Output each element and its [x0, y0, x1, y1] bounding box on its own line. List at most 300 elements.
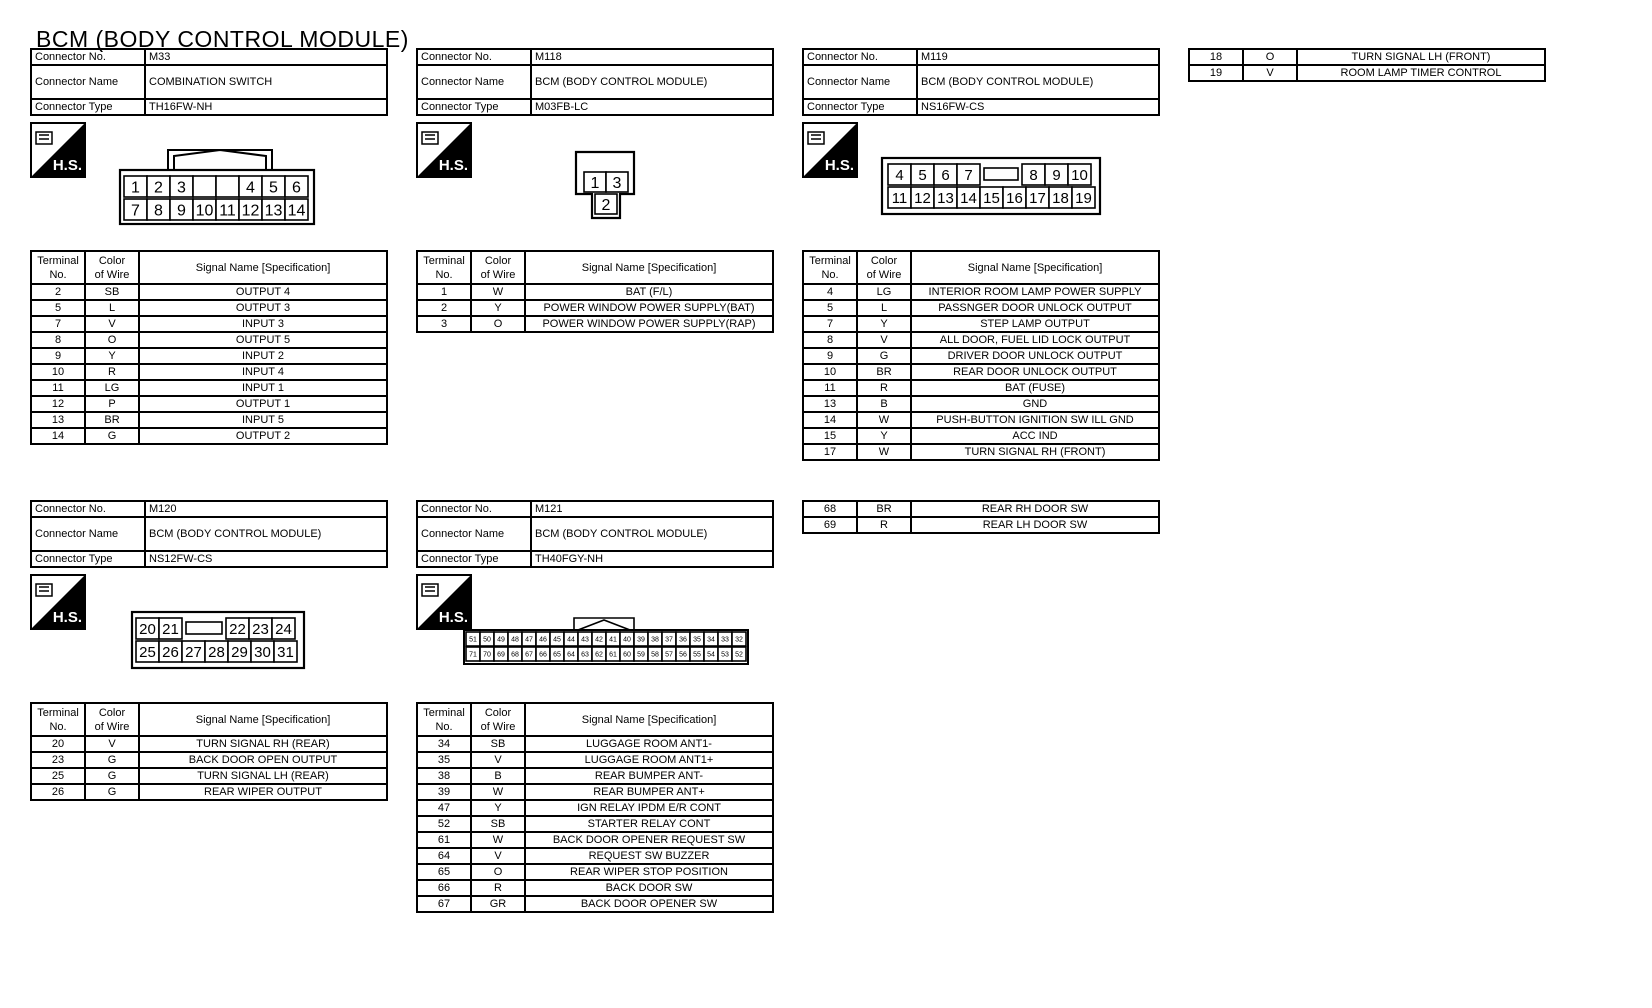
terminal-no-header: [31, 251, 85, 284]
wire-color-cell: GR: [471, 896, 525, 912]
wire-color-cell: V: [471, 752, 525, 768]
terminal-number: 37: [665, 636, 673, 644]
terminal-no-cell: 61: [417, 832, 471, 848]
wire-color-cell: V: [471, 848, 525, 864]
wire-color-cell: W: [857, 412, 911, 428]
terminal-label: Terminal: [809, 254, 851, 267]
terminal-number: 43: [581, 636, 589, 644]
color-label: Color: [484, 706, 512, 719]
signal-name-cell: TURN SIGNAL LH (FRONT): [1297, 49, 1545, 65]
wire-color-cell: SB: [471, 816, 525, 832]
connector-header-m118: [416, 48, 774, 116]
terminal-number: 18: [1052, 189, 1069, 207]
wire-color-cell: Y: [857, 316, 911, 332]
terminal-number: 62: [595, 651, 603, 659]
terminal-number: 61: [609, 651, 617, 659]
signal-name-cell: TURN SIGNAL LH (REAR): [139, 768, 387, 784]
terminal-no-cell: 26: [31, 784, 85, 800]
wire-color-cell: BR: [857, 364, 911, 380]
terminal-number: 29: [231, 643, 248, 661]
signal-name-cell: INPUT 1: [139, 380, 387, 396]
color-label: Color: [870, 254, 898, 267]
signal-name-cell: DRIVER DOOR UNLOCK OUTPUT: [911, 348, 1159, 364]
connector-diagram-m121: [462, 616, 750, 666]
signal-name-header: Signal Name [Specification]: [139, 251, 387, 284]
signal-name-cell: TURN SIGNAL RH (FRONT): [911, 444, 1159, 460]
signal-name-cell: REAR BUMPER ANT+: [525, 784, 773, 800]
terminal-number: 50: [483, 636, 491, 644]
table-row: [417, 752, 773, 768]
connector-type-value: NS16FW-CS: [917, 99, 1159, 115]
connector-diagram-m120: [130, 610, 308, 670]
terminal-number: 68: [511, 651, 519, 659]
signal-name-cell: REAR BUMPER ANT-: [525, 768, 773, 784]
wire-color-cell: G: [857, 348, 911, 364]
terminal-number: 65: [553, 651, 561, 659]
signal-name-cell: PUSH-BUTTON IGNITION SW ILL GND: [911, 412, 1159, 428]
connector-no-value: M33: [145, 49, 387, 65]
signal-name-cell: STEP LAMP OUTPUT: [911, 316, 1159, 332]
terminal-number: 17: [1029, 189, 1046, 207]
wire-color-cell: R: [857, 380, 911, 396]
signal-name-cell: INPUT 4: [139, 364, 387, 380]
terminal-no-header: [31, 703, 85, 736]
connector-diagram-m118: [574, 150, 638, 222]
signal-name-cell: TURN SIGNAL RH (REAR): [139, 736, 387, 752]
harness-side-icon: [30, 574, 86, 630]
signal-name-cell: BACK DOOR SW: [525, 880, 773, 896]
terminal-no-header: [803, 251, 857, 284]
connector-type-label: Connector Type: [31, 99, 145, 115]
terminal-number: 63: [581, 651, 589, 659]
terminal-no-cell: 11: [803, 380, 857, 396]
table-row: [417, 300, 773, 316]
signal-name-cell: ACC IND: [911, 428, 1159, 444]
connector-name-label: Connector Name: [31, 65, 145, 99]
terminal-number: 11: [219, 202, 236, 220]
terminal-number: 1: [590, 174, 600, 192]
connector-header-m119: [802, 48, 1160, 116]
connector-no-label: Connector No.: [803, 49, 917, 65]
terminal-no-cell: 39: [417, 784, 471, 800]
hs-label: H.S.: [824, 157, 854, 174]
wire-color-cell: BR: [857, 501, 911, 517]
table-row: [417, 784, 773, 800]
terminal-no-cell: 12: [31, 396, 85, 412]
wire-color-cell: LG: [857, 284, 911, 300]
table-row: [803, 380, 1159, 396]
wire-color-cell: V: [85, 736, 139, 752]
table-row: [417, 832, 773, 848]
table-row: [31, 752, 387, 768]
terminal-cavity: [216, 176, 239, 197]
terminal-number: 34: [707, 636, 715, 644]
table-row: [417, 768, 773, 784]
wire-color-cell: Y: [857, 428, 911, 444]
terminal-no-cell: 18: [1189, 49, 1243, 65]
terminal-number: 36: [679, 636, 687, 644]
of-wire-label: of Wire: [94, 268, 130, 281]
terminal-number: 51: [469, 636, 477, 644]
terminal-number: 2: [601, 196, 611, 214]
connector-type-label: Connector Type: [803, 99, 917, 115]
terminal-number: 44: [567, 636, 575, 644]
terminal-number: 23: [252, 620, 269, 638]
color-label: Color: [98, 706, 126, 719]
terminal-number: 7: [964, 166, 973, 184]
terminal-number: 38: [651, 636, 659, 644]
color-of-wire-header: [85, 251, 139, 284]
table-row: [803, 284, 1159, 300]
wire-color-cell: Y: [85, 348, 139, 364]
connector-diagram-m119: [880, 156, 1104, 216]
terminal-no-cell: 11: [31, 380, 85, 396]
signal-name-header: Signal Name [Specification]: [525, 251, 773, 284]
wire-color-cell: W: [857, 444, 911, 460]
terminal-number: 5: [269, 179, 278, 197]
wire-color-cell: O: [1243, 49, 1297, 65]
of-wire-label: of Wire: [866, 268, 902, 281]
terminal-number: 33: [721, 636, 729, 644]
connector-name-value: COMBINATION SWITCH: [145, 65, 387, 99]
terminal-no-cell: 9: [31, 348, 85, 364]
hs-label: H.S.: [438, 157, 468, 174]
page-title: BCM (BODY CONTROL MODULE): [36, 26, 409, 52]
terminal-number: 24: [275, 620, 292, 638]
terminal-no-cell: 1: [417, 284, 471, 300]
terminal-number: 15: [983, 189, 1000, 207]
terminal-no-cell: 15: [803, 428, 857, 444]
of-wire-label: of Wire: [480, 720, 516, 733]
wire-color-cell: BR: [85, 412, 139, 428]
of-wire-label: of Wire: [480, 268, 516, 281]
wire-color-cell: W: [471, 284, 525, 300]
connector-type-value: TH40FGY-NH: [531, 551, 773, 567]
table-row: [31, 332, 387, 348]
harness-side-icon: [416, 122, 472, 178]
connector-no-label: Connector No.: [417, 49, 531, 65]
terminal-number: 7: [131, 202, 140, 220]
connector-name-label: Connector Name: [417, 517, 531, 551]
signal-name-cell: POWER WINDOW POWER SUPPLY(BAT): [525, 300, 773, 316]
terminal-no-cell: 14: [31, 428, 85, 444]
color-of-wire-header: [85, 703, 139, 736]
wire-color-cell: R: [857, 517, 911, 533]
signal-name-cell: REAR WIPER OUTPUT: [139, 784, 387, 800]
connector-name-value: BCM (BODY CONTROL MODULE): [145, 517, 387, 551]
table-row: [1189, 49, 1545, 65]
wire-color-cell: V: [85, 316, 139, 332]
terminal-no-cell: 3: [417, 316, 471, 332]
terminal-number: 28: [208, 643, 225, 661]
wire-color-cell: Y: [471, 300, 525, 316]
terminal-no-cell: 34: [417, 736, 471, 752]
signal-name-cell: BACK DOOR OPEN OUTPUT: [139, 752, 387, 768]
terminal-number: 52: [735, 651, 743, 659]
terminal-no-cell: 25: [31, 768, 85, 784]
terminal-no-cell: 52: [417, 816, 471, 832]
terminal-number: 14: [287, 202, 306, 220]
table-row: [417, 284, 773, 300]
table-row: [31, 348, 387, 364]
terminal-number: 6: [292, 179, 301, 197]
signal-name-cell: PASSNGER DOOR UNLOCK OUTPUT: [911, 300, 1159, 316]
connector-no-value: M121: [531, 501, 773, 517]
terminal-number: 40: [623, 636, 631, 644]
terminal-number: 47: [525, 636, 533, 644]
terminal-no-cell: 7: [31, 316, 85, 332]
connector-type-value: NS12FW-CS: [145, 551, 387, 567]
wire-color-cell: W: [471, 784, 525, 800]
table-row: [417, 848, 773, 864]
terminal-number: 9: [1052, 166, 1061, 184]
terminal-number: 20: [139, 620, 156, 638]
terminal-number: 27: [185, 643, 202, 661]
terminal-label: Terminal: [37, 706, 79, 719]
hs-label: H.S.: [52, 157, 82, 174]
table-row: [417, 800, 773, 816]
wire-color-cell: W: [471, 832, 525, 848]
table-row: [803, 444, 1159, 460]
connector-no-value: M119: [917, 49, 1159, 65]
wire-color-cell: O: [471, 316, 525, 332]
connector-type-label: Connector Type: [417, 551, 531, 567]
table-row: [803, 348, 1159, 364]
terminal-number: 4: [246, 179, 255, 197]
connector-name-label: Connector Name: [417, 65, 531, 99]
terminal-number: 41: [609, 636, 617, 644]
connector-no-value: M118: [531, 49, 773, 65]
table-row: [31, 380, 387, 396]
terminal-number: 35: [693, 636, 701, 644]
no-label: No.: [49, 268, 67, 281]
signal-name-header: Signal Name [Specification]: [911, 251, 1159, 284]
signal-table-m121: [416, 702, 774, 913]
no-label: No.: [435, 720, 453, 733]
terminal-number: 39: [637, 636, 645, 644]
connector-name-label: Connector Name: [31, 517, 145, 551]
connector-header-m33: [30, 48, 388, 116]
connector-name-value: BCM (BODY CONTROL MODULE): [917, 65, 1159, 99]
signal-name-cell: BACK DOOR OPENER SW: [525, 896, 773, 912]
signal-table-m121-continued: [802, 500, 1160, 534]
signal-name-cell: OUTPUT 5: [139, 332, 387, 348]
signal-name-cell: INPUT 3: [139, 316, 387, 332]
connector-header-m121: [416, 500, 774, 568]
signal-name-cell: ALL DOOR, FUEL LID LOCK OUTPUT: [911, 332, 1159, 348]
terminal-no-cell: 14: [803, 412, 857, 428]
terminal-number: 9: [177, 202, 186, 220]
terminal-no-cell: 8: [803, 332, 857, 348]
color-of-wire-header: [471, 703, 525, 736]
lock-slot: [984, 168, 1018, 180]
terminal-number: 66: [539, 651, 547, 659]
terminal-no-cell: 9: [803, 348, 857, 364]
signal-name-cell: OUTPUT 3: [139, 300, 387, 316]
signal-name-cell: INPUT 5: [139, 412, 387, 428]
table-row: [1189, 65, 1545, 81]
connector-latch: [574, 618, 634, 630]
terminal-number: 46: [539, 636, 547, 644]
wire-color-cell: G: [85, 428, 139, 444]
signal-name-cell: REAR LH DOOR SW: [911, 517, 1159, 533]
signal-name-cell: INPUT 2: [139, 348, 387, 364]
terminal-no-cell: 13: [31, 412, 85, 428]
signal-name-cell: OUTPUT 1: [139, 396, 387, 412]
wire-color-cell: V: [857, 332, 911, 348]
table-row: [803, 428, 1159, 444]
terminal-number: 42: [595, 636, 603, 644]
table-row: [803, 332, 1159, 348]
no-label: No.: [49, 720, 67, 733]
terminal-no-cell: 66: [417, 880, 471, 896]
color-of-wire-header: [857, 251, 911, 284]
terminal-number: 3: [177, 179, 186, 197]
table-row: [803, 412, 1159, 428]
signal-name-cell: OUTPUT 4: [139, 284, 387, 300]
table-row: [31, 284, 387, 300]
terminal-no-cell: 19: [1189, 65, 1243, 81]
signal-name-cell: INTERIOR ROOM LAMP POWER SUPPLY: [911, 284, 1159, 300]
table-row: [31, 784, 387, 800]
signal-name-cell: REAR DOOR UNLOCK OUTPUT: [911, 364, 1159, 380]
terminal-number: 58: [651, 651, 659, 659]
terminal-number: 6: [941, 166, 950, 184]
terminal-number: 19: [1075, 189, 1092, 207]
connector-no-label: Connector No.: [31, 501, 145, 517]
wire-color-cell: O: [85, 332, 139, 348]
color-of-wire-header: [471, 251, 525, 284]
terminal-number: 69: [497, 651, 505, 659]
terminal-no-cell: 65: [417, 864, 471, 880]
connector-type-value: TH16FW-NH: [145, 99, 387, 115]
no-label: No.: [435, 268, 453, 281]
terminal-number: 45: [553, 636, 561, 644]
table-row: [31, 736, 387, 752]
terminal-no-cell: 64: [417, 848, 471, 864]
wire-color-cell: R: [85, 364, 139, 380]
terminal-number: 55: [693, 651, 701, 659]
terminal-number: 22: [229, 620, 246, 638]
signal-name-cell: REAR WIPER STOP POSITION: [525, 864, 773, 880]
connector-latch: [168, 150, 272, 170]
terminal-no-header: [417, 251, 471, 284]
wire-color-cell: B: [857, 396, 911, 412]
terminal-number: 30: [254, 643, 271, 661]
wire-color-cell: V: [1243, 65, 1297, 81]
signal-table-m120: [30, 702, 388, 801]
connector-name-value: BCM (BODY CONTROL MODULE): [531, 65, 773, 99]
terminal-no-cell: 5: [803, 300, 857, 316]
wire-color-cell: P: [85, 396, 139, 412]
signal-name-cell: REQUEST SW BUZZER: [525, 848, 773, 864]
terminal-no-cell: 10: [31, 364, 85, 380]
terminal-no-cell: 47: [417, 800, 471, 816]
terminal-no-cell: 5: [31, 300, 85, 316]
terminal-number: 59: [637, 651, 645, 659]
terminal-number: 5: [918, 166, 927, 184]
terminal-number: 26: [162, 643, 179, 661]
table-row: [417, 896, 773, 912]
terminal-number: 60: [623, 651, 631, 659]
terminal-no-cell: 67: [417, 896, 471, 912]
terminal-number: 31: [277, 643, 294, 661]
terminal-number: 8: [154, 202, 163, 220]
terminal-number: 56: [679, 651, 687, 659]
wire-color-cell: L: [85, 300, 139, 316]
terminal-cavity: [193, 176, 216, 197]
no-label: No.: [821, 268, 839, 281]
terminal-no-cell: 10: [803, 364, 857, 380]
terminal-number: 53: [721, 651, 729, 659]
signal-name-cell: BACK DOOR OPENER REQUEST SW: [525, 832, 773, 848]
terminal-number: 57: [665, 651, 673, 659]
wire-color-cell: LG: [85, 380, 139, 396]
terminal-number: 11: [891, 189, 908, 207]
terminal-no-cell: 8: [31, 332, 85, 348]
table-row: [31, 364, 387, 380]
terminal-no-cell: 68: [803, 501, 857, 517]
terminal-no-cell: 17: [803, 444, 857, 460]
table-row: [803, 517, 1159, 533]
signal-name-header: Signal Name [Specification]: [525, 703, 773, 736]
terminal-number: 10: [1071, 166, 1088, 184]
terminal-number: 4: [895, 166, 904, 184]
terminal-no-header: [417, 703, 471, 736]
table-row: [31, 300, 387, 316]
terminal-label: Terminal: [423, 254, 465, 267]
wire-color-cell: SB: [471, 736, 525, 752]
connector-header-m120: [30, 500, 388, 568]
signal-name-cell: BAT (FUSE): [911, 380, 1159, 396]
signal-name-cell: BAT (F/L): [525, 284, 773, 300]
connector-type-label: Connector Type: [31, 551, 145, 567]
color-label: Color: [98, 254, 126, 267]
wire-color-cell: G: [85, 752, 139, 768]
signal-table-m119-continued: [1188, 48, 1546, 82]
of-wire-label: of Wire: [94, 720, 130, 733]
signal-name-header: Signal Name [Specification]: [139, 703, 387, 736]
table-row: [31, 768, 387, 784]
signal-table-m119: [802, 250, 1160, 461]
terminal-no-cell: 38: [417, 768, 471, 784]
terminal-number: 12: [241, 202, 260, 220]
table-row: [31, 412, 387, 428]
connector-no-value: M120: [145, 501, 387, 517]
terminal-number: 13: [937, 189, 954, 207]
terminal-number: 21: [162, 620, 179, 638]
signal-name-cell: POWER WINDOW POWER SUPPLY(RAP): [525, 316, 773, 332]
terminal-no-cell: 2: [31, 284, 85, 300]
terminal-number: 13: [264, 202, 283, 220]
table-row: [803, 316, 1159, 332]
terminal-number: 54: [707, 651, 715, 659]
terminal-number: 14: [960, 189, 977, 207]
terminal-number: 49: [497, 636, 505, 644]
terminal-no-cell: 69: [803, 517, 857, 533]
terminal-number: 70: [483, 651, 491, 659]
terminal-number: 12: [914, 189, 931, 207]
wire-color-cell: G: [85, 768, 139, 784]
terminal-label: Terminal: [37, 254, 79, 267]
table-row: [803, 396, 1159, 412]
table-row: [31, 396, 387, 412]
table-row: [31, 428, 387, 444]
signal-table-m33: [30, 250, 388, 445]
connector-type-value: M03FB-LC: [531, 99, 773, 115]
signal-name-cell: STARTER RELAY CONT: [525, 816, 773, 832]
connector-no-label: Connector No.: [417, 501, 531, 517]
